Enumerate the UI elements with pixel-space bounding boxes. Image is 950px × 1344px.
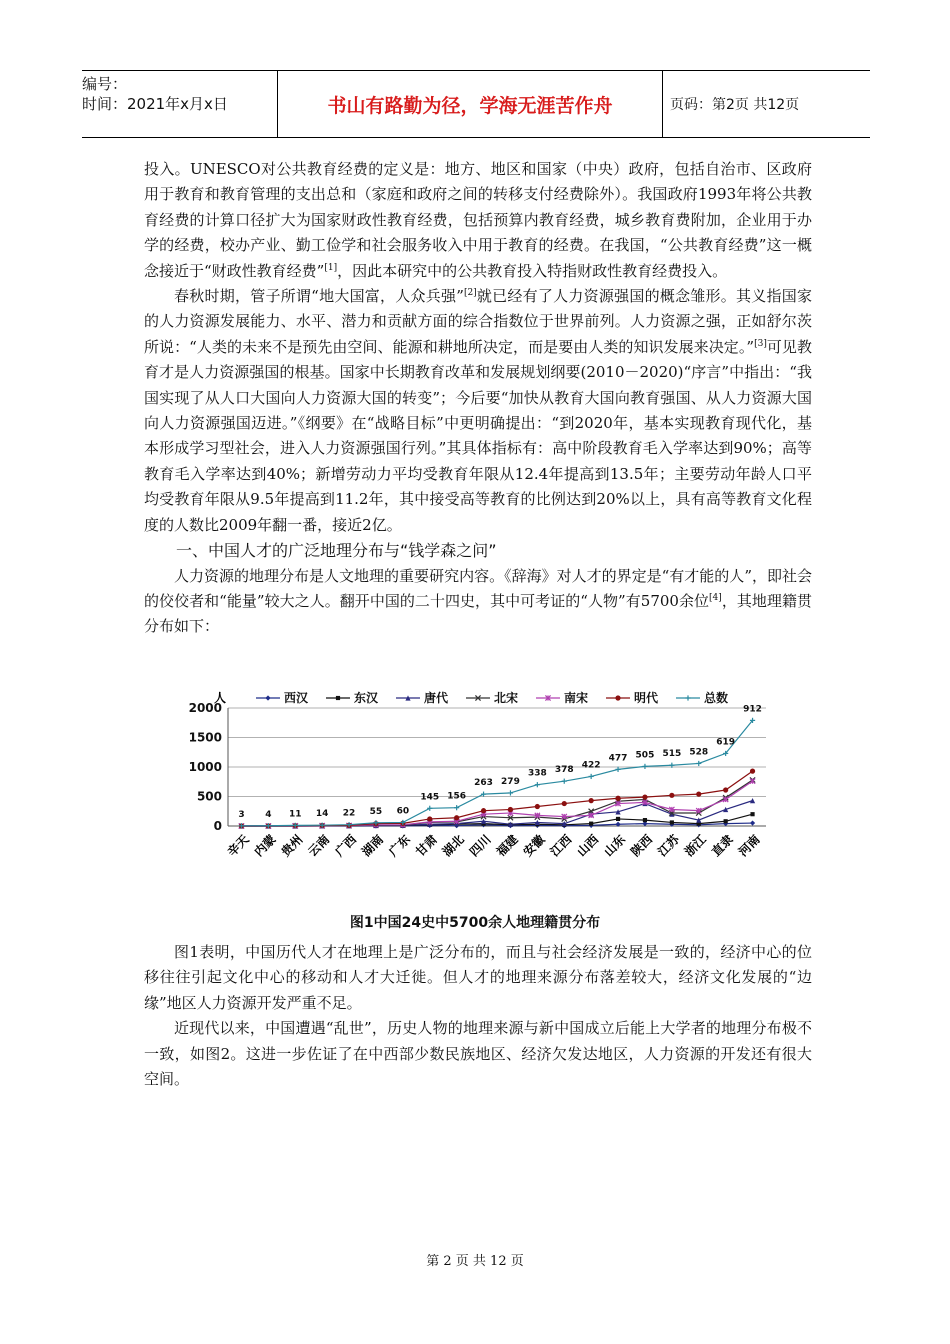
x-tick-label: 福建 xyxy=(493,832,521,860)
data-label: 619 xyxy=(716,737,736,748)
x-tick-label: 贵州 xyxy=(278,832,306,860)
x-tick-label: 安徽 xyxy=(520,832,548,860)
document-number-label: 编号： xyxy=(82,75,128,93)
data-label: 422 xyxy=(581,760,601,771)
page-footer: 第 2 页 共 12 页 xyxy=(426,1254,524,1269)
data-point xyxy=(723,787,728,792)
data-point xyxy=(616,817,620,821)
x-tick-label: 广西 xyxy=(332,832,360,860)
data-point xyxy=(508,807,513,812)
data-point xyxy=(535,804,540,809)
legend-marker xyxy=(265,695,270,700)
legend-marker xyxy=(336,696,340,700)
x-tick-label: 浙江 xyxy=(681,832,709,860)
data-label: 156 xyxy=(447,791,467,802)
figure-caption: 图1中国24史中5700余人地理籍贯分布 xyxy=(349,915,601,931)
y-tick-label: 1000 xyxy=(188,760,222,774)
upper-body xyxy=(144,157,812,640)
data-point xyxy=(481,808,486,813)
x-tick-label: 广东 xyxy=(386,832,413,860)
lower-body xyxy=(144,940,812,1092)
geography-chart xyxy=(178,686,778,898)
x-tick-label: 江苏 xyxy=(655,832,682,860)
y-tick-label: 1500 xyxy=(188,730,222,745)
series-line xyxy=(241,781,752,826)
data-point xyxy=(750,769,755,774)
paragraph-3: 人力资源的地理分布是人文地理的重要研究内容。《辞海》对人才的界定是“有才能的人”，即社会的佼佼者和“能量”较大之人。翻开中国的二十四史，其中可考证的“人物”有5700余位[4]，其地理籍贯分布如下： xyxy=(144,566,812,636)
data-point xyxy=(750,820,755,825)
header-motto: 书山有路勤为径，学海无涯苦作舟 xyxy=(278,71,663,137)
paragraph-5: 近现代以来，中国遭遇“乱世”，历史人物的地理来源与新中国成立后能上大学者的地理分布极不一致，如图2。这进一步佐证了在中西部少数民族地区、经济欠发达地区，人力资源的开发还有很大空间。 xyxy=(144,1019,812,1089)
x-tick-label: 辛天 xyxy=(224,832,252,860)
data-label: 11 xyxy=(288,809,302,820)
data-point xyxy=(669,793,674,798)
x-tick-label: 云南 xyxy=(305,832,333,860)
x-tick-label: 河南 xyxy=(735,832,763,860)
y-tick-label: 500 xyxy=(196,789,222,804)
y-tick-label: 2000 xyxy=(188,701,222,715)
legend-label: 西汉 xyxy=(284,691,309,705)
data-point xyxy=(670,820,674,824)
data-point xyxy=(643,818,647,822)
x-tick-label: 四川 xyxy=(466,832,494,860)
data-label: 477 xyxy=(608,753,628,764)
data-label: 505 xyxy=(635,750,655,761)
data-label: 60 xyxy=(396,806,410,817)
data-point xyxy=(696,792,701,797)
header-page-label: 页码：第2页 共12页 xyxy=(670,97,800,113)
data-label: 22 xyxy=(342,808,356,819)
data-label: 4 xyxy=(265,809,272,820)
data-label: 515 xyxy=(662,749,682,760)
x-tick-label: 湖南 xyxy=(359,832,387,860)
data-point xyxy=(454,815,459,820)
data-point xyxy=(642,794,647,799)
paragraph-1: 投入。UNESCO对公共教育经费的定义是：地方、地区和国家（中央）政府，包括自治市、区政府用于教育和教育管理的支出总和（家庭和政府之间的转移支付经费除外）。我国政府1993年将公共教育经费的计算口径扩大为国家财政性教育经费，包括预算内教育经费，城乡教育费附加，企业用于办学的经费，校办产业、勤工俭学和社会服务收入中用于教育的经费。在我国，“公共教育经费”这一概念接近于“财政性教育经费”[1]，因此本研究中的公共教育投入特指财政性教育经费投入。 xyxy=(144,160,812,280)
section-heading: 一、中国人才的广泛地理分布与“钱学森之问” xyxy=(176,541,497,561)
legend-label: 总数 xyxy=(704,691,729,705)
data-point xyxy=(724,819,728,823)
legend-label: 明代 xyxy=(634,691,659,705)
data-label: 912 xyxy=(743,704,762,715)
data-point xyxy=(589,822,593,826)
legend-label: 北宋 xyxy=(494,691,519,705)
data-label: 338 xyxy=(527,768,547,779)
legend-label: 唐代 xyxy=(424,691,449,705)
legend-label: 南宋 xyxy=(564,691,589,705)
y-tick-label: 0 xyxy=(213,819,222,833)
x-tick-label: 山东 xyxy=(601,832,629,860)
data-point xyxy=(750,812,754,816)
header-meta xyxy=(82,71,278,137)
data-label: 55 xyxy=(369,806,383,817)
paragraph-2: 春秋时期，管子所谓“地大国富，人众兵强”[2]就已经有了人力资源强国的概念雏形。其义指国家的人力资源发展能力、水平、潜力和贡献方面的综合指数位于世界前列。人力资源之强，正如舒尔茨所说：“人类的未来不是预先由空间、能源和耕地所决定，而是要由人类的知识发展来决定。”[3]可见教育才是人力资源强国的根基。国家中长期教育改革和发展规划纲要(2010－2020)“序言”中指出：“我国实现了从人口大国向人力资源大国的转变”；今后要“加快从教育大国向教育强国、从人力资源大国向人力资源强国迈进。”《纲要》在“战略目标”中更明确提出：“到2020年，基本实现教育现代化，基本形成学习型社会，进入人力资源强国行列。”其具体指标有：高中阶段教育毛入学率达到90%；高等教育毛入学率达到40%；新增劳动力平均受教育年限从12.4年提高到13.5年；主要劳动年龄人口平均受教育年限从9.5年提高到11.2年，其中接受高等教育的比例达到20%以上，具有高等教育文化程度的人数比2009年翻一番，接近2亿。 xyxy=(144,287,812,534)
x-tick-label: 江西 xyxy=(547,832,575,860)
data-point xyxy=(589,798,594,803)
legend-label: 东汉 xyxy=(354,691,379,705)
legend-marker xyxy=(615,695,620,700)
x-tick-label: 甘肃 xyxy=(412,832,440,860)
x-tick-label: 直隶 xyxy=(708,832,736,860)
x-tick-label: 陕西 xyxy=(628,832,656,860)
data-label: 3 xyxy=(238,809,245,820)
page-header xyxy=(82,70,870,138)
paragraph-4: 图1表明，中国历代人才在地理上是广泛分布的，而且与社会经济发展是一致的，经济中心的位移往往引起文化中心的移动和人才大迁徙。但人才的地理来源分布落差较大，经济文化发展的“边缘”地区人力资源开发严重不足。 xyxy=(144,943,812,1012)
data-label: 263 xyxy=(474,778,493,789)
data-label: 145 xyxy=(420,792,440,803)
data-label: 378 xyxy=(554,765,574,776)
data-label: 14 xyxy=(315,809,329,820)
data-label: 528 xyxy=(689,747,709,758)
data-point xyxy=(562,801,567,806)
x-tick-label: 内蒙 xyxy=(251,832,279,860)
data-label: 279 xyxy=(501,776,520,787)
data-point xyxy=(615,796,620,801)
x-tick-label: 山西 xyxy=(574,832,602,860)
y-axis-label: 人 xyxy=(213,691,226,705)
document-date-label: 时间：2021年x月x日 xyxy=(82,95,228,113)
x-tick-label: 湖北 xyxy=(439,832,467,860)
data-point xyxy=(427,816,432,821)
